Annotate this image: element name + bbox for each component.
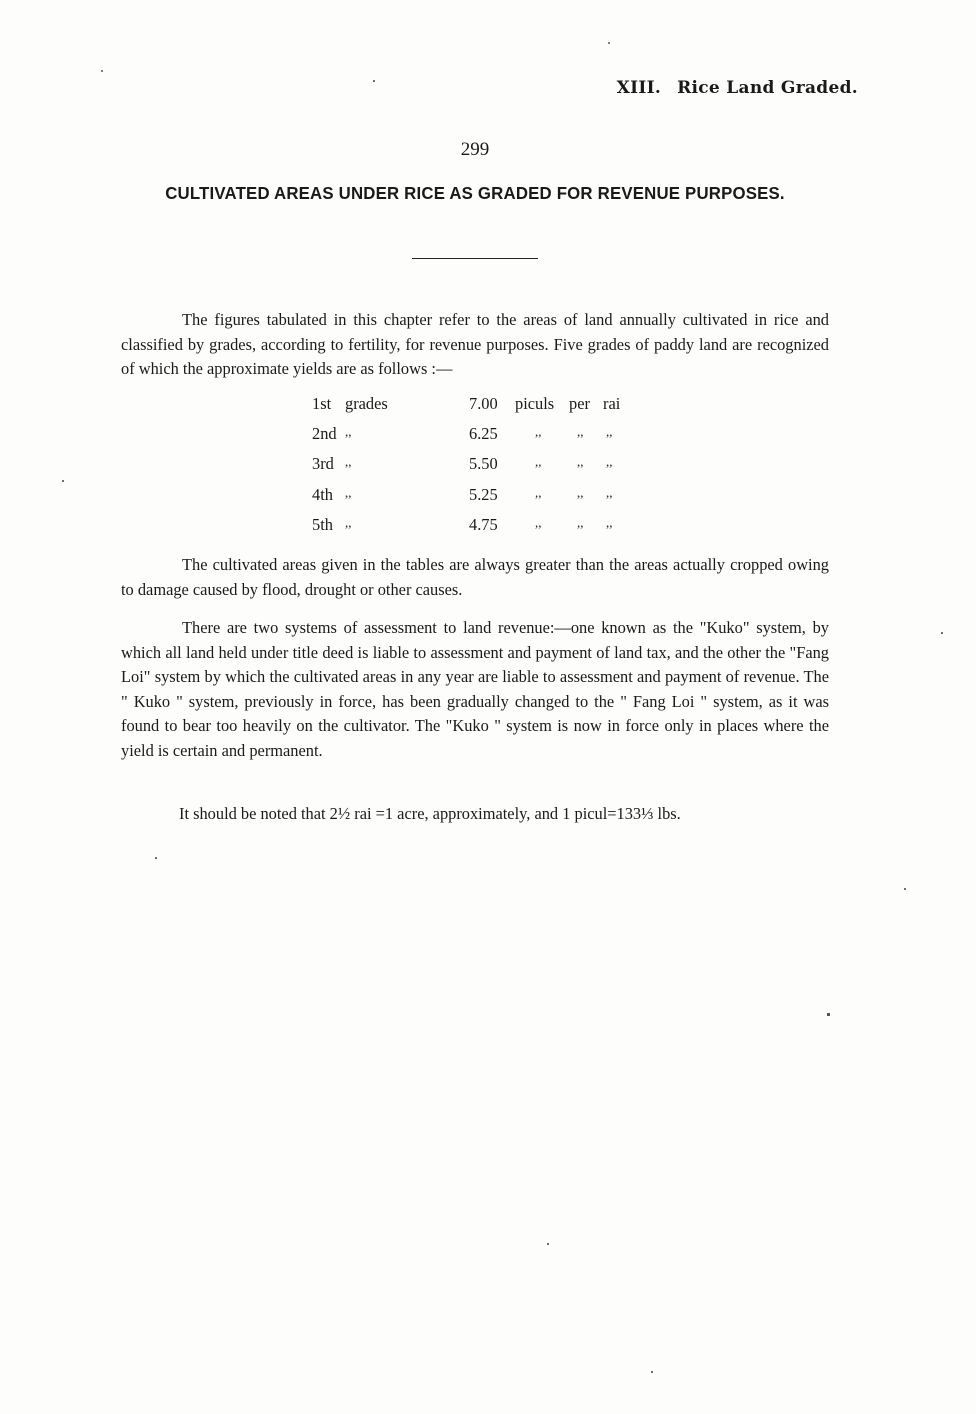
grade-yield: 6.25 <box>469 424 498 444</box>
grade-label: 5th <box>312 514 333 534</box>
grade-per: per <box>569 394 590 413</box>
grade-per: ,, <box>577 484 584 500</box>
grade-unit: ,, <box>345 454 352 470</box>
grade-label: 2nd <box>312 424 337 444</box>
grade-per: ,, <box>577 514 584 530</box>
grade-picul: ,, <box>535 514 542 530</box>
grade-label: 4th <box>312 484 333 504</box>
grade-row <box>312 394 652 424</box>
scan-speck <box>651 1371 653 1373</box>
scan-speck <box>941 632 943 634</box>
grade-per: ,, <box>577 424 584 440</box>
grade-label: 3rd <box>312 454 334 474</box>
scan-speck <box>62 480 64 482</box>
grade-unit: ,, <box>345 514 352 530</box>
grade-per: ,, <box>577 454 584 470</box>
cultivated-areas-paragraph: The cultivated areas given in the tables are always greater than the areas actually cropped owing to damage caused by flood, drought or other causes. <box>121 555 829 599</box>
grade-unit: ,, <box>345 484 352 500</box>
assessment-systems-paragraph: There are two systems of assessment to land revenue:—one known as the "Kuko" system, by which all land held under title deed is liable to assessment and payment of land tax, and the other the "Fang Loi" system by which the cultivated areas in any year are liable to assessment and payment of revenue. The " Kuko " system, previously in force, has been gradually changed to the " Fang Loi " system, as it was found to bear too heavily on the cultivator. The "Kuko " system is now in force only in places where the yield is certain and permanent. <box>121 618 829 760</box>
grade-label: 1st <box>312 394 332 413</box>
grade-row <box>312 424 652 454</box>
grade-picul: ,, <box>535 454 542 470</box>
grade-picul: ,, <box>535 484 542 500</box>
page-number: 299 <box>460 139 490 160</box>
grade-picul: piculs <box>515 394 555 413</box>
scan-speck <box>827 1013 830 1016</box>
scan-speck <box>547 1243 549 1245</box>
grade-unit: grades <box>345 394 388 413</box>
intro-paragraph: The figures tabulated in this chapter refer to the areas of land annually cultivated in rice and classified by grades, according to fertility, for revenue purposes. Five grades of paddy land are recognized of which the approximate yields are as follows :— <box>121 310 829 379</box>
conversion-note: It should be noted that 2½ rai =1 acre, approximately, and 1 picul=133⅓ lbs. <box>179 804 681 823</box>
grade-rai: ,, <box>606 514 613 530</box>
scan-speck <box>608 42 610 44</box>
scan-speck <box>373 80 375 82</box>
grade-unit: ,, <box>345 424 352 440</box>
section-number: XIII. <box>616 78 662 98</box>
grade-yield: 5.50 <box>469 454 498 474</box>
grade-row <box>312 515 652 545</box>
grade-rai: ,, <box>606 424 613 440</box>
title-divider <box>412 258 538 259</box>
section-title: Rice Land Graded. <box>677 78 858 98</box>
grade-yield: 5.25 <box>469 484 498 504</box>
page-title: CULTIVATED AREAS UNDER RICE AS GRADED FOR REVENUE PURPOSES. <box>165 183 785 203</box>
grade-picul: ,, <box>535 424 542 440</box>
grades-table <box>312 394 652 545</box>
grade-row <box>312 454 652 484</box>
grade-row <box>312 485 652 515</box>
running-head <box>617 78 858 98</box>
scan-speck <box>904 888 906 890</box>
grade-rai: rai <box>603 394 621 413</box>
grade-yield: 7.00 <box>469 394 498 413</box>
scan-speck <box>155 857 157 859</box>
scan-speck <box>101 70 103 72</box>
grade-rai: ,, <box>606 454 613 470</box>
grade-yield: 4.75 <box>469 514 498 534</box>
grade-rai: ,, <box>606 484 613 500</box>
